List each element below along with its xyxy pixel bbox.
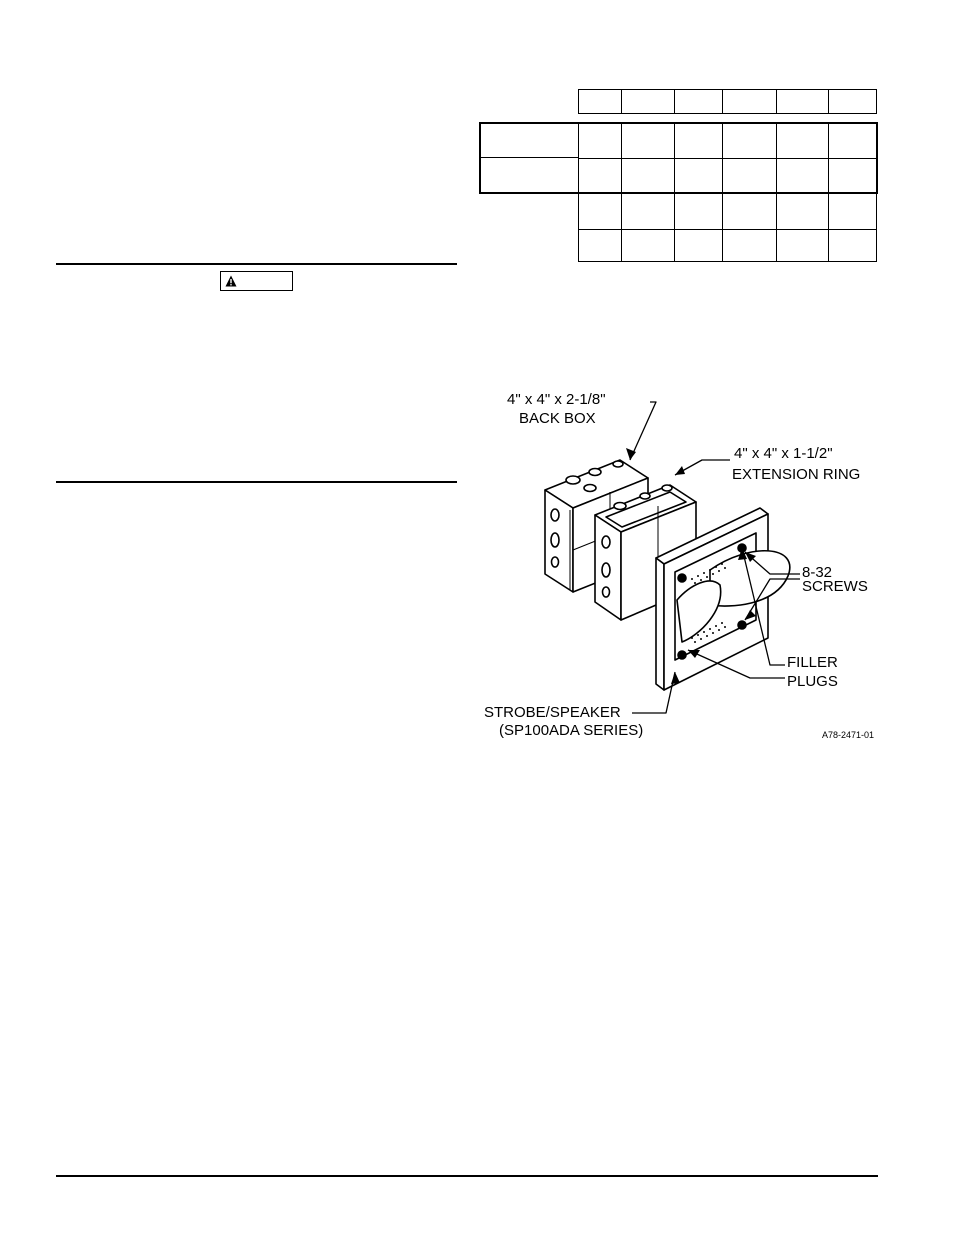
header-cell <box>776 90 828 114</box>
table-cell <box>776 230 828 262</box>
filler-plugs-label-line2: PLUGS <box>787 673 838 690</box>
table-cell <box>621 230 674 262</box>
extension-ring-label-line1: 4" x 4" x 1-1/2" <box>734 445 833 462</box>
table-cell <box>722 194 776 230</box>
table-cell <box>776 194 828 230</box>
header-cell <box>829 90 877 114</box>
warning-triangle-icon <box>225 275 237 287</box>
strobe-speaker-label-line2: (SP100ADA SERIES) <box>499 722 644 739</box>
section-rule-top <box>56 263 457 265</box>
back-box-label-line2: BACK BOX <box>519 410 596 427</box>
extension-ring-label-line2: EXTENSION RING <box>732 466 861 483</box>
mounting-figure <box>470 380 910 750</box>
back-box-label-line1: 4" x 4" x 2-1/8" <box>507 391 606 408</box>
table-cell <box>621 194 674 230</box>
table-cell <box>579 194 622 230</box>
strobe-speaker-label-line1: STROBE/SPEAKER <box>484 704 621 721</box>
footer-rule <box>56 1175 878 1177</box>
table-cell <box>722 230 776 262</box>
table-cell <box>829 194 877 230</box>
warning-label-box <box>220 271 293 291</box>
table-cell <box>829 230 877 262</box>
row-label-block <box>479 122 878 194</box>
figure-id: A78-2471-01 <box>822 730 875 740</box>
screws-label-line2: SCREWS <box>802 578 868 595</box>
header-cell <box>579 90 622 114</box>
row-label-divider <box>479 157 579 158</box>
screws-label-line1: 8-32 <box>802 564 833 581</box>
section-rule-bottom <box>56 481 457 483</box>
exploded-assembly-drawing <box>470 380 910 750</box>
header-cell <box>722 90 776 114</box>
table-cell <box>675 230 723 262</box>
filler-plugs-label-line1: FILLER <box>787 654 838 671</box>
spec-table-header <box>578 89 877 114</box>
header-cell <box>621 90 674 114</box>
table-cell <box>579 230 622 262</box>
table-cell <box>675 194 723 230</box>
header-cell <box>675 90 723 114</box>
